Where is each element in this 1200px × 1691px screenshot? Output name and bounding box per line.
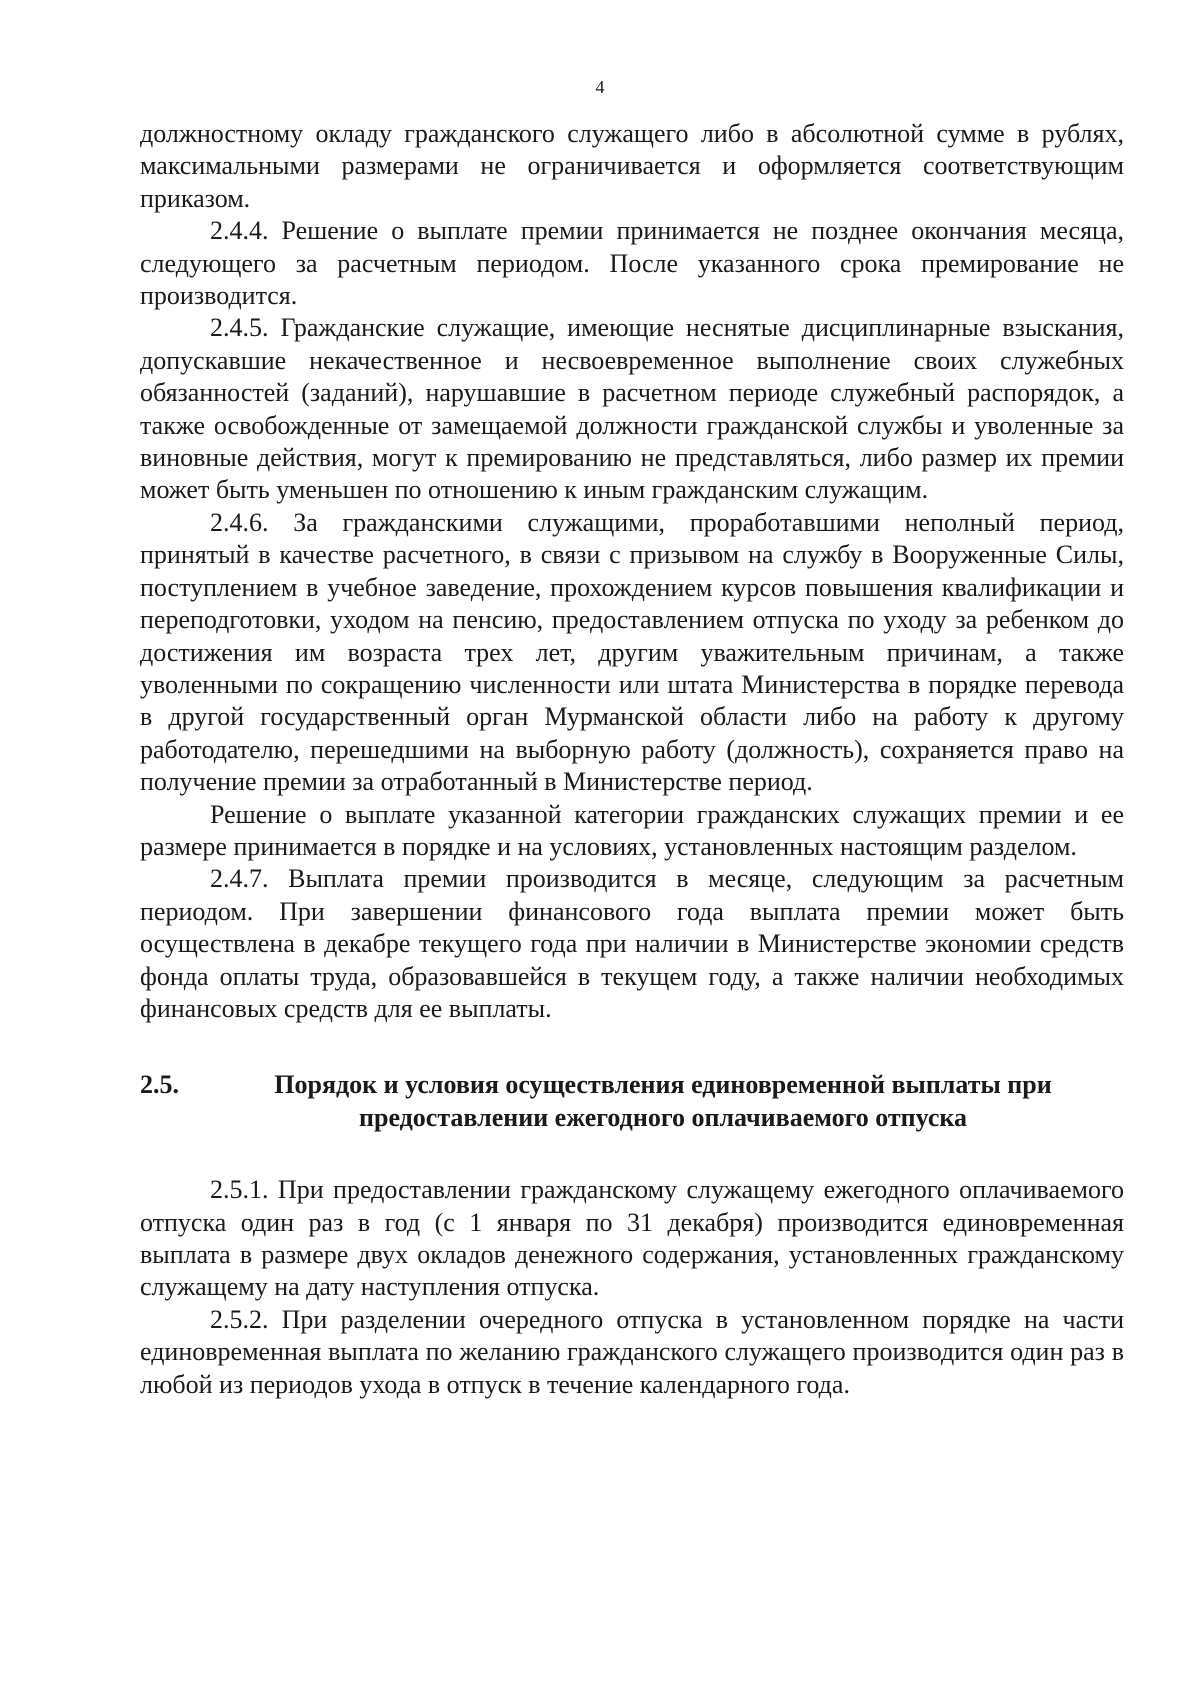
section-number: 2.5. (140, 1070, 179, 1100)
paragraph-2-5-2: 2.5.2. При разделении очередного отпуска в установленном порядке на части единовременная выплата по желанию гражданского служащего производится один раз в любой из периодов ухода в отпуск в течение календарного года. (140, 1304, 1124, 1399)
paragraph-2-4-4: 2.4.4. Решение о выплате премии принимается не позднее окончания месяца, следующего за расчетным периодом. После указанного срока премирование не производится. (140, 216, 1124, 311)
paragraph-2-4-6: 2.4.6. За гражданскими служащими, проработавшими неполный период, принятый в качестве расчетного, в связи с призывом на службу в Вооруженные Силы, поступлением в учебное заведение, прохождением курсов повышения квалификации и переподготовки, уходом на пенсию, предоставлением отпуска по уходу за ребенком до достижения им возраста трех лет, другим уважительным причинам, а также уволенными по сокращению численности или штата Министерства в порядке перевода в другой государственный орган Мурманской области либо на работу к другому работодателю, перешедшими на выборную работу (должность), сохраняется право на получение премии за отработанный в Министерстве период. (140, 507, 1124, 797)
document-body (140, 118, 1124, 1401)
paragraph-2-4-5: 2.4.5. Гражданские служащие, имеющие неснятые дисциплинарные взыскания, допускавшие некачественное и несвоевременное выполнение своих служебных обязанностей (заданий), нарушавшие в расчетном периоде служебный распорядок, а также освобожденные от замещаемой должности гражданской службы и уволенные за виновные действия, могут к премированию не представляться, либо размер их премии может быть уменьшен по отношению к иным гражданским служащим. (140, 313, 1124, 505)
section-heading (140, 1069, 1124, 1134)
page-number: 4 (595, 77, 605, 97)
section-title: Порядок и условия осуществления единовременной выплаты при предоставлении ежегодного оплачиваемого отпуска (274, 1070, 1052, 1132)
paragraph-2-5-1: 2.5.1. При предоставлении гражданскому служащему ежегодного оплачиваемого отпуска один раз в год (с 1 января по 31 декабря) производится единовременная выплата в размере двух окладов денежного содержания, установленных гражданскому служащему на дату наступления отпуска. (140, 1175, 1124, 1302)
paragraph-2-4-7: 2.4.7. Выплата премии производится в месяце, следующим за расчетным периодом. При завершении финансового года выплата премии может быть осуществлена в декабре текущего года при наличии в Министерстве экономии средств фонда оплаты труда, образовавшейся в текущем году, а также наличии необходимых финансовых средств для ее выплаты. (140, 864, 1124, 1023)
paragraph-continuation: должностному окладу гражданского служащего либо в абсолютной сумме в рублях, максимальными размерами не ограничивается и оформляется соответствующим приказом. (140, 119, 1124, 213)
paragraph-2-4-6-decision: Решение о выплате указанной категории гражданских служащих премии и ее размере принимается в порядке и на условиях, установленных настоящим разделом. (140, 799, 1124, 861)
